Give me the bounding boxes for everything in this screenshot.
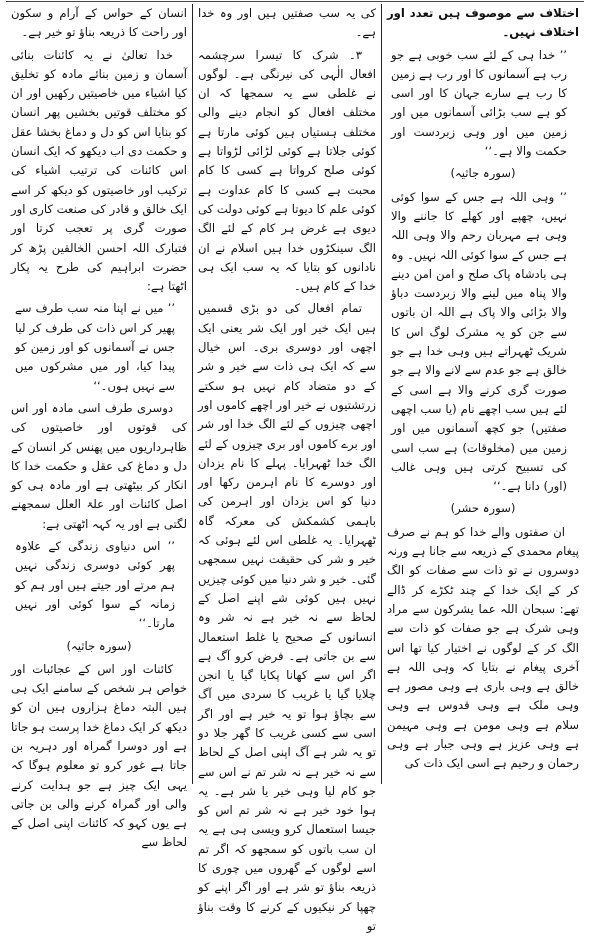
quote-paragraph: ’’ اس دنیاوی زندگی کے علاوہ پھر کوئی دوسری زندگی نہیں ہم مرتے اور جیتے ہیں اور ہم کو زمانہ کے سوا کوئی اور نہیں مارتا۔‘‘ (15, 539, 175, 631)
top-rule (6, 1, 584, 2)
quote-paragraph: ’’ وہی اللہ ہے جس کے سوا کوئی نہیں، چھپے اور کھلے کا جاننے والا وہی ہے مہربان رحم والا وہی اللہ ہے جس کے سوا کوئی اللہ نہیں۔ وہ ہی بادشاہ پاک صلح و امن امن دینے والا پناہ میں لینے والا زبردست دباؤ والا بڑائی والا پاک ہے اللہ ان باتوں سے جن کو یہ مشرک لوگ اس کا شریک ٹھہراتے ہیں وہی خدا ہے جو خالق ہے جو عدم سے لانے والا ہے جو صورت گری کرنے والا ہے اسی کے لئے ہیں سب اچھے نام (یا سب اچھی صفتیں) جو کچھ آسمانوں میں اور زمین میں (مخلوقات) ہے سب اسی کی تسبیح کرتی ہیں وہی غالب (اور) دانا ہے۔‘‘ (391, 189, 567, 494)
paragraph: انسان کے حواس کے آرام و سکون اور راحت کا ذریعہ بناؤ تو خیر ہے۔ (11, 6, 187, 40)
surah-reference: (سورہ حشر) (450, 501, 516, 516)
quote-paragraph: ’’ میں نے اپنا منہ سب طرف سے پھیر کر اس ذات کی طرف کر لیا جس نے آسمانوں کو اور زمین کو پیدا کیا، اور میں مشرکوں میں سے نہیں ہوں۔‘‘ (15, 301, 175, 393)
paragraph: کائنات اور اس کے عجائبات اور خواص ہر شخص کے سامنے ایک ہی ہیں البتہ دماغ ہزاروں ہیں ان کو دیکھ کر ایک دماغ خدا پرست ہو جاتا ہے اور دوسرا گمراہ اور دہریہ بن جاتا ہے غور کرو تو معلوم ہوگا کہ یہی ایک چیز ہے جو ہدایت کرنے والی اور گمراہ کرنے والی بن جاتی ہے یوں کہو کہ کائنات اپنی اصل کے لحاظ سے (11, 661, 187, 850)
quote-paragraph: ’’ خدا ہی کے لئے سب خوبی ہے جو رب ہے آسمانوں کا اور رب ہے زمین کا رب ہے سارے جہان کا اور اسی کو ہے سب بڑائی آسمانوں میں اور زمین میں اور وہی زبردست اور حکمت والا ہے۔‘‘ (391, 47, 567, 159)
paragraph: ۳۔ شرک کا تیسرا سرچشمہ افعال الٰہی کی نیرنگی ہے۔ لوگوں نے غلطی سے یہ سمجھا کہ ان مختلف افعال کو انجام دینے والی مختلف ہستیاں ہیں کوئی مارتا ہے کوئی جلاتا ہے کوئی لڑائی لڑواتا ہے کوئی صلح کرواتا ہے کسی کا کام محبت ہے کسی کا کام عداوت ہے کوئی علم کا دیوتا ہے کوئی دولت کی دیوی ہے غرض ہر کام کے لئے الگ الگ سینکڑوں خدا ہیں اسلام نے ان نادانوں کو بتایا کہ یہ سب ایک ہی خدا کے کام ہیں۔ (198, 47, 376, 294)
column-left (6, 4, 192, 850)
paragraph: دوسری طرف اسی مادہ اور اس کی قوتوں اور خاصیتوں کی ظاہرداریوں میں پھنس کر انسان کے دل و دماغ کی عقل و حکمت خدا کا انکار کر بیٹھتی ہے اور مادہ ہی کو اصل کائنات اور علۃ العلل سمجھنے لگتی ہے اور یہ کہہ اٹھتی ہے: (11, 400, 187, 531)
paragraph: خدا تعالیٰ نے یہ کائنات بنائی آسمان و زمین بنائے مادہ کو تخلیق کیا اشیاء میں خاصیتیں رکھیں اور ان کو مختلف قوتیں بخشیں پھر انسان کو بنایا اس کو دل و دماغ بخشا عقل و حکمت دی اب دیکھو کہ ایک انسان اس کائنات کی ترتیب اشیاء کی ترکیب اور خاصیتوں کو دیکھ کر اسے ایک خالق و قادر کی صنعت کاری اور صورت گری پر تعجب کرتا اور فتبارک اللہ احسن الخالقین پڑھ کر حضرت ابراہیم کی طرح یہ پکار اٹھتا ہے: (11, 47, 187, 294)
paragraph: کی یہ سب صفتیں ہیں اور وہ خدا ہے۔ (198, 6, 376, 40)
paragraph: اختلاف سے موصوف ہیں تعدد اور اختلاف نہیں۔ (387, 6, 579, 40)
column-middle (192, 4, 382, 933)
surah-reference: (سورہ جاثیہ) (66, 638, 132, 653)
column-right (382, 4, 584, 784)
paragraph: ان صفتوں والے خدا کو ہم نے صرف پیغام محمدی کے ذریعہ سے جانا ہے ورنہ دوسروں نے تو ذات سے صفات کو الگ کر کے ایک خدا کے چند ٹکڑے کر ڈالے تھے: سبحان اللہ عما یشرکون سے مراد وہی شرک ہے جو صفات کو ذات سے الگ کر کے لوگوں نے اختیار کیا تھا اس آخری پیغام نے بتایا کہ وہی اللہ ہے خالق ہے وہی باری ہے وہی مصور ہے وہی ملک ہے وہی قدوس ہے وہی سلام ہے وہی مومن ہے وہی مہیمن ہے وہی عزیز ہے وہی جبار ہے وہی رحمان و رحیم ہے اسی ایک ذات کی (387, 524, 579, 771)
paragraph: تمام افعال کی دو بڑی قسمیں ہیں ایک خیر اور ایک شر یعنی ایک اچھی اور دوسری بری۔ اس خیال سے کہ ایک ہی ذات سے خیر و شر کے دو متضاد کام نہیں ہو سکتے زرتشتیوں نے خیر اور اچھے کاموں اور اچھی چیزوں کے لئے الگ خدا اور شر اور برے کاموں اور بری چیزوں کے لئے الگ خدا ٹھہرایا۔ پہلے کا نام یزدان اور دوسرے کا نام اہرمن رکھا اور دنیا کو اس یزدان اور اہرمن کی باہمی کشمکش کی معرکہ گاہ ٹھہرایا۔ یہ غلطی اس لئے ہوئی کہ خیر و شر کی حقیقت نہیں سمجھی گئی۔ خیر و شر دنیا میں کوئی چیزیں نہیں ہیں کوئی شے اپنے اصل کے لحاظ سے نہ خیر ہے نہ شر وہ انسانوں کے صحیح یا غلط استعمال سے بن جاتی ہے۔ فرض کرو آگ ہے اگر اس سے کھانا پکایا گیا یا انجن چلایا گیا یا غریب کا سردی میں آگ سے بچاؤ ہوا تو یہ خیر ہے اور اگر اسی سے کسی غریب کا گھر جلا دو تو یہ شر ہے آگ اپنی اصل کے لحاظ سے نہ خیر ہے نہ شر تم نے اس سے جو کام لیا وہی خیر یا شر ہے۔ یہ ہوا خود خیر ہے نہ شر تم اس کو جیسا استعمال کرو ویسی ہی ہے یہ ان سب باتوں کو سمجھو کہ اگر تم اسے لوگوں کے گھروں میں چوری کا ذریعہ بناؤ تو شر ہے اور اگر اپنے کو چھپا کر نیکیوں کے کرنے کا وقت بناؤ تو (198, 301, 376, 933)
surah-reference: (سورہ جاثیہ) (450, 166, 516, 181)
